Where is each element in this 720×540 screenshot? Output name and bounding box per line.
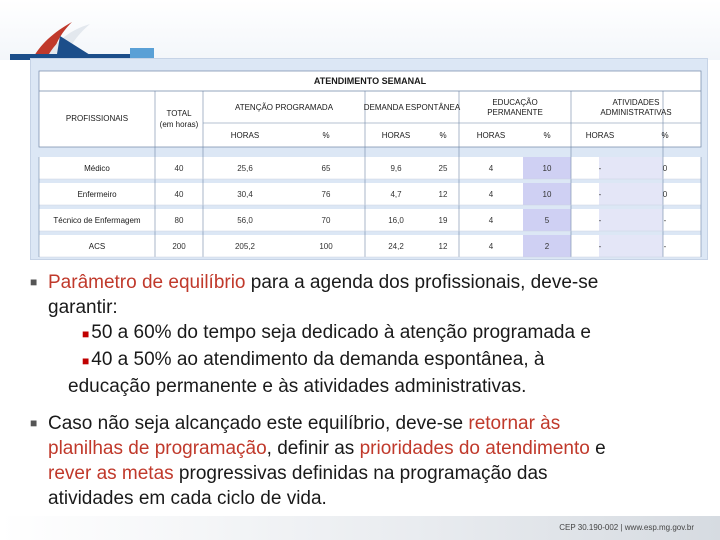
header-group-label: ATIVIDADES — [612, 98, 660, 107]
table-cell-value: 16,0 — [388, 216, 404, 225]
row-professional-name: Enfermeiro — [77, 190, 117, 199]
highlight-cell — [599, 183, 663, 205]
table-cell-value: 25 — [438, 164, 448, 173]
esp-logo — [10, 8, 200, 60]
row-professional-name: Médico — [84, 164, 110, 173]
table-cell-value: 70 — [321, 216, 331, 225]
table-cell-value: 200 — [172, 242, 186, 251]
footer-bar — [0, 516, 720, 540]
weekly-care-table — [30, 58, 708, 260]
header-group-label: PERMANENTE — [487, 108, 543, 117]
header-percent: % — [543, 131, 551, 140]
table-cell-value: - — [663, 216, 667, 225]
header-group-label: EDUCAÇÃO — [492, 98, 538, 107]
header-group-label: ATENÇÃO PROGRAMADA — [234, 103, 334, 112]
table-cell-value: 40 — [174, 190, 184, 199]
highlight-text: rever as metas — [48, 463, 174, 484]
footer-contact: CEP 30.190-002 | www.esp.mg.gov.br — [559, 523, 694, 532]
table-cell-value: 12 — [438, 242, 448, 251]
header-total-unit: (em horas) — [159, 120, 199, 129]
bullet-continuation — [30, 486, 700, 511]
table-cell-value: 30,4 — [237, 190, 253, 199]
table-cell-value: 0 — [662, 190, 668, 199]
table-cell-value: 2 — [544, 242, 550, 251]
table-cell-value: 4,7 — [390, 190, 402, 199]
table-cell-value: - — [598, 216, 602, 225]
bullet-equilibrium — [30, 270, 700, 295]
bullet-text: , definir as — [266, 438, 360, 459]
table-cell-value: 40 — [174, 164, 184, 173]
row-professional-name: Técnico de Enfermagem — [53, 216, 141, 225]
table-cell-value: - — [598, 164, 602, 173]
header-hours: HORAS — [230, 131, 260, 140]
sub-bullet-text: 50 a 60% do tempo seja dedicado à atenção programada e — [91, 322, 591, 343]
table-cell-value: 0 — [662, 164, 668, 173]
table-cell-value: 10 — [542, 164, 552, 173]
table-grid — [31, 59, 707, 259]
header-hours: HORAS — [381, 131, 411, 140]
header-hours: HORAS — [585, 131, 615, 140]
sub-bullet-spontaneous — [30, 347, 700, 374]
table-cell-value: 56,0 — [237, 216, 253, 225]
bullet-continuation — [30, 461, 700, 486]
highlight-text: retornar às — [468, 413, 561, 434]
header-group-label: ADMINISTRATIVAS — [600, 108, 672, 117]
header-total: TOTAL — [166, 109, 192, 118]
bullet-text: garantir: — [48, 297, 118, 318]
sub-bullet-programmed — [30, 320, 700, 347]
bullet-list — [30, 270, 700, 511]
sub-bullet-continuation — [30, 374, 700, 399]
sub-bullet-text: educação permanente e às atividades administrativas. — [68, 376, 527, 397]
bullet-text: progressivas definidas na programação das — [173, 463, 548, 484]
table-cell-value: 5 — [544, 216, 550, 225]
bullet-marker: ■ — [30, 275, 38, 289]
table-cell-value: - — [598, 190, 602, 199]
sub-bullet-marker: ■ — [82, 327, 90, 341]
table-cell-value: 100 — [319, 242, 333, 251]
row-professional-name: ACS — [88, 242, 106, 251]
highlight-text: planilhas de programação — [48, 438, 267, 459]
table-cell-value: 4 — [488, 216, 494, 225]
header-professionals: PROFISSIONAIS — [65, 114, 129, 123]
bullet-not-reached — [30, 411, 700, 436]
header-percent: % — [439, 131, 447, 140]
table-cell-value: 24,2 — [388, 242, 404, 251]
bullet-marker: ■ — [30, 416, 38, 430]
bullet-continuation — [30, 436, 700, 461]
table-cell-value: 80 — [174, 216, 184, 225]
header-percent: % — [661, 131, 669, 140]
table-cell-value: 10 — [542, 190, 552, 199]
bullet-continuation — [30, 295, 700, 320]
table-cell-value: 25,6 — [237, 164, 253, 173]
table-cell-value: 12 — [438, 190, 448, 199]
bullet-text: Caso não seja alcançado este equilíbrio, deve-se — [48, 413, 469, 434]
sub-bullet-text: 40 a 50% ao atendimento da demanda espontânea, à — [91, 349, 545, 370]
bullet-text: atividades em cada ciclo de vida. — [48, 488, 327, 509]
bullet-text: para a agenda dos profissionais, deve-se — [245, 272, 599, 293]
table-cell-value: 76 — [321, 190, 331, 199]
highlight-cell — [599, 157, 663, 179]
table-cell-value: - — [663, 242, 667, 251]
table-cell-value: - — [598, 242, 602, 251]
highlight-cell — [599, 209, 663, 231]
highlight-cell — [599, 235, 663, 257]
header-hours: HORAS — [476, 131, 506, 140]
table-cell-value: 4 — [488, 242, 494, 251]
equilibrium-term: Parâmetro de equilíbrio — [48, 272, 246, 293]
bullet-text: e — [589, 438, 606, 459]
header-percent: % — [322, 131, 330, 140]
table-title: ATENDIMENTO SEMANAL — [313, 76, 427, 86]
table-cell-value: 4 — [488, 190, 494, 199]
header-group-label: DEMANDA ESPONTÂNEA — [363, 103, 461, 112]
table-cell-value: 9,6 — [390, 164, 402, 173]
table-cell-value: 65 — [321, 164, 331, 173]
table-cell-value: 205,2 — [234, 242, 256, 251]
sub-bullet-marker: ■ — [82, 354, 90, 368]
table-cell-value: 19 — [438, 216, 448, 225]
highlight-text: prioridades do atendimento — [359, 438, 590, 459]
table-cell-value: 4 — [488, 164, 494, 173]
